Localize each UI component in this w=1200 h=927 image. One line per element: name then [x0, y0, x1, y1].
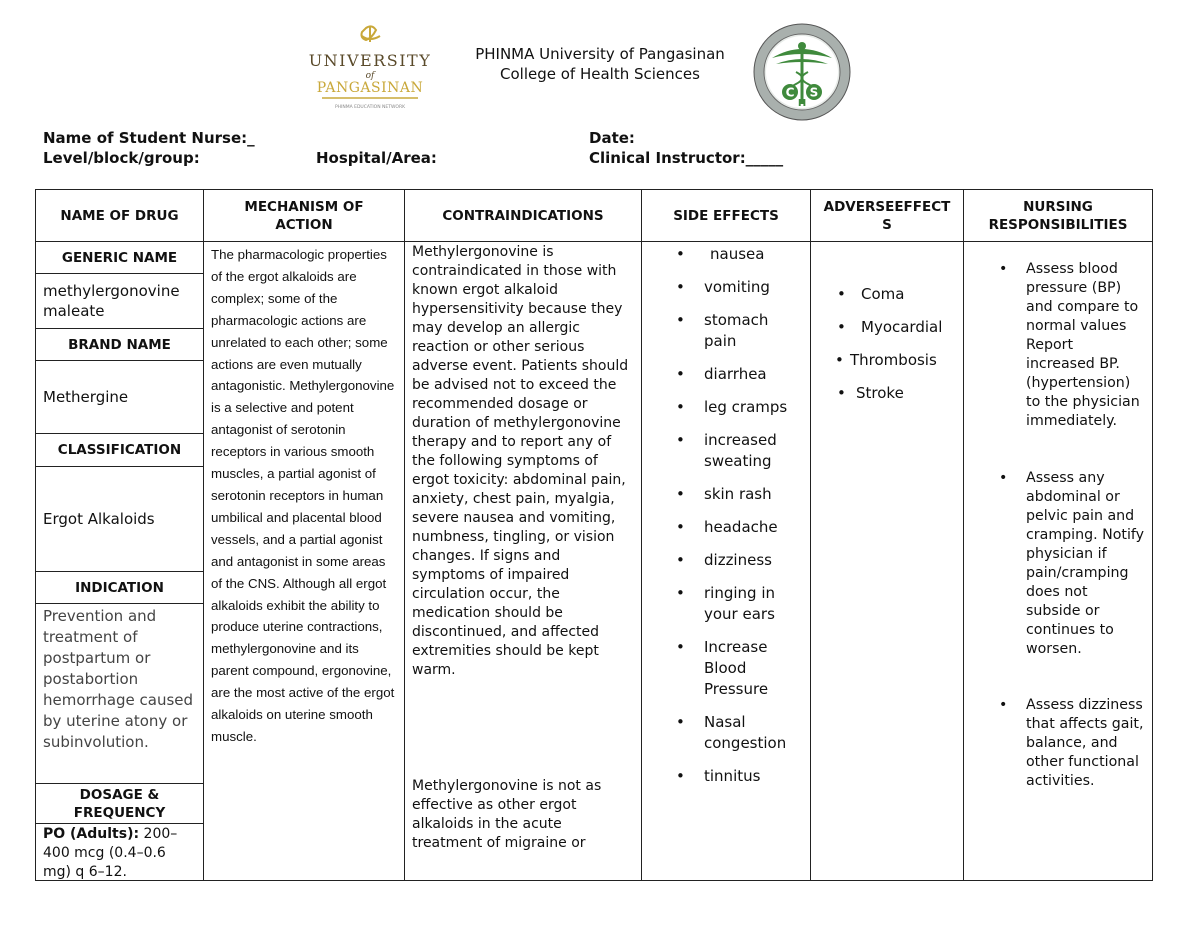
contraindications-text	[405, 242, 641, 853]
header-nursing: NURSING RESPONSIBILITIES	[964, 190, 1153, 242]
university-logo	[300, 22, 440, 114]
generic-name-label: GENERIC NAME	[36, 242, 203, 274]
indication-value: Prevention and treatment of postpartum or postabortion hemorrhage caused by uterine atony or subinvolution.	[36, 604, 203, 784]
list-item: • nausea	[642, 244, 810, 265]
list-item: • Coma	[837, 285, 905, 303]
level-field: Level/block/group:	[43, 149, 200, 167]
college-name: College of Health Sciences	[500, 65, 700, 83]
list-item: • Increase Blood Pressure	[642, 637, 810, 700]
date-field: Date:	[589, 129, 635, 147]
list-item: • ringing in your ears	[642, 583, 810, 625]
dosage-label: DOSAGE & FREQUENCY	[36, 784, 203, 824]
adverse-effects-list	[811, 242, 963, 404]
logo-university-text: UNIVERSITY	[308, 51, 432, 70]
svg-text:C: C	[785, 85, 795, 100]
hospital-field: Hospital/Area:	[316, 149, 437, 167]
brand-name-value: Methergine	[36, 361, 203, 434]
svg-text:PANGASINAN: PANGASINAN	[316, 80, 424, 96]
header-adverse-effects: ADVERSEEFFECTS	[811, 190, 964, 242]
list-item: • Thrombosis	[835, 351, 937, 369]
university-name: PHINMA University of Pangasinan	[475, 45, 725, 63]
list-item: • increased sweating	[642, 430, 810, 472]
list-item: • diarrhea	[642, 364, 810, 385]
drug-info-cell	[36, 242, 204, 881]
side-effects-cell	[642, 242, 811, 881]
list-item: • dizziness	[642, 550, 810, 571]
classification-label: CLASSIFICATION	[36, 434, 203, 467]
list-item: • Assess dizziness that affects gait, balance, and other functional activities.	[964, 696, 1152, 791]
nursing-list	[964, 242, 1152, 791]
classification-value: Ergot Alkaloids	[36, 467, 203, 572]
list-item: • tinnitus	[642, 766, 810, 787]
list-item: • skin rash	[642, 484, 810, 505]
adverse-effects-cell	[811, 242, 964, 881]
list-item: • Assess blood pressure (BP) and compare to normal values Report increased BP. (hypertension) to the physician immediately.	[964, 260, 1152, 431]
svg-text:S: S	[809, 85, 819, 100]
contraindications-cell	[405, 242, 642, 881]
list-item: • stomach pain	[642, 310, 810, 352]
header-contraindications: CONTRAINDICATIONS	[405, 190, 642, 242]
list-item: • Myocardial	[837, 318, 943, 336]
institution-title	[440, 44, 760, 84]
table-body-row	[36, 242, 1153, 881]
brand-name-label: BRAND NAME	[36, 329, 203, 361]
list-item: • Stroke	[837, 384, 904, 402]
svg-text:of: of	[365, 71, 375, 81]
dosage-value: PO (Adults): 200–400 mcg (0.4–0.6 mg) q 6–12.	[43, 826, 178, 880]
document-header	[0, 0, 1200, 167]
crest-icon	[362, 26, 381, 42]
nursing-cell	[964, 242, 1153, 881]
list-item: • Assess any abdominal or pelvic pain and cramping. Notify physician if pain/cramping does not subside or continues to worsen.	[964, 469, 1152, 659]
list-item: • leg cramps	[642, 397, 810, 418]
mechanism-text: The pharmacologic properties of the ergot alkaloids are complex; some of the pharmacologic actions are unrelated to each other; some actions are even mutually antagonistic. Methylergonovine is a selective and potent antagonist of serotonin receptors in various smooth muscles, a partial agonist of serotonin receptors in human umbilical and placental blood vessels, and a partial agonist and antagonist in some areas of the CNS. Although all ergot alkaloids exhibit the ability to produce uterine contractions, methylergonovine and its parent compound, ergonovine, are the most active of the ergot alkaloids on uterine smooth muscle.	[211, 247, 395, 744]
student-name-field: Name of Student Nurse:_	[43, 129, 255, 147]
instructor-field: Clinical Instructor:_____	[589, 149, 784, 167]
list-item: • Nasal congestion	[642, 712, 810, 754]
header-mechanism: MECHANISM OF ACTION	[204, 190, 405, 242]
drug-study-table	[35, 189, 1153, 881]
mechanism-cell	[204, 242, 405, 881]
side-effects-list	[642, 242, 810, 787]
svg-text:PHINMA EDUCATION NETWORK: PHINMA EDUCATION NETWORK	[334, 105, 406, 110]
list-item: • vomiting	[642, 277, 810, 298]
generic-name-value: methylergonovine maleate	[36, 274, 203, 329]
header-drug-name: NAME OF DRUG	[36, 190, 204, 242]
contraindication-paragraph: Methylergonovine is not as effective as other ergot alkaloids in the acute treatment of migraine or	[412, 778, 602, 851]
indication-label: INDICATION	[36, 572, 203, 604]
list-item: • headache	[642, 517, 810, 538]
contraindication-paragraph: Methylergonovine is contraindicated in those with known ergot alkaloid hypersensitivity because they may develop an allergic reaction or other serious adverse event. Patients should be advised not to exceed the recommended dosage or duration of methylergonovine therapy and to report any of the following symptoms of ergot toxicity: abdominal pain, anxiety, chest pain, myalgia, severe nausea and vomiting, numbness, tingling, or vision changes. If signs and symptoms of impaired circulation occur, the medication should be discontinued, and affected extremities should be kept warm.	[412, 244, 629, 678]
table-header-row	[36, 190, 1153, 242]
svg-text:H: H	[797, 98, 807, 109]
header-side-effects: SIDE EFFECTS	[642, 190, 811, 242]
college-seal	[752, 22, 852, 122]
